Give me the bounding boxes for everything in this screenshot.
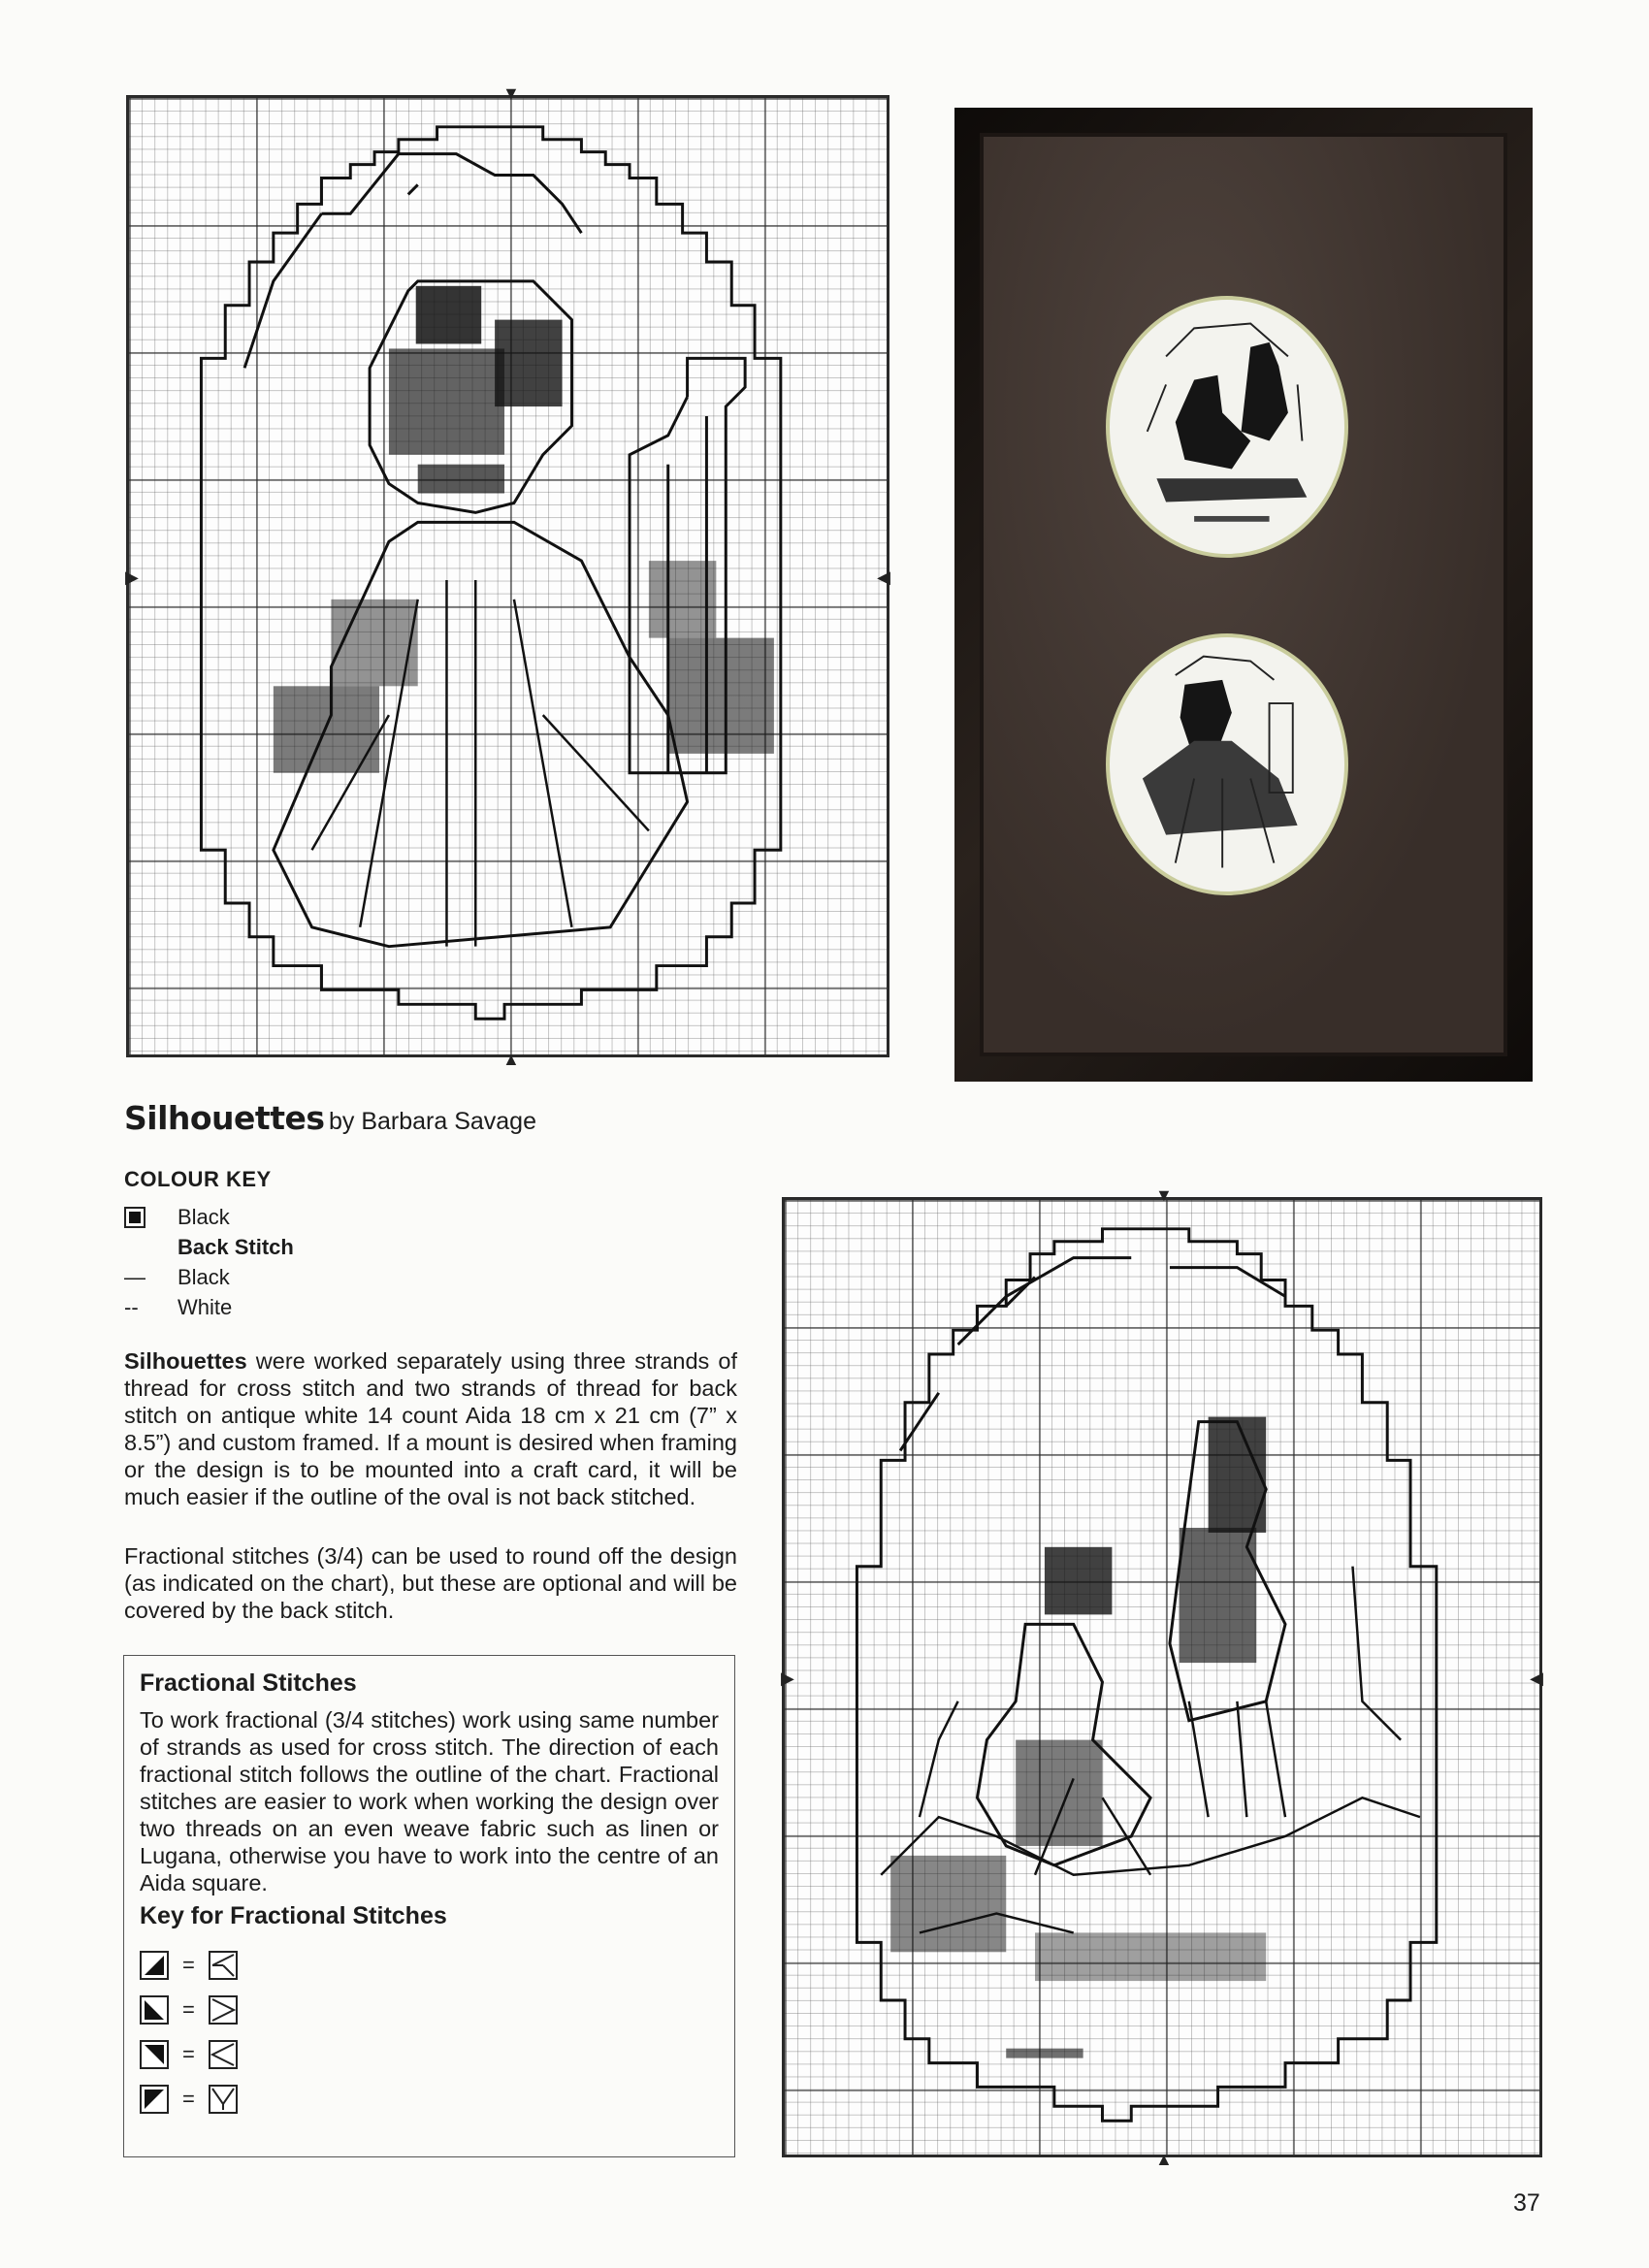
intro-paragraph bbox=[124, 1347, 737, 1510]
triangle-top-right-icon bbox=[140, 2040, 169, 2069]
intro-lead: Silhouettes bbox=[124, 1348, 247, 1374]
fractional-key-row bbox=[140, 1988, 719, 2032]
chart-lady-silhouette bbox=[125, 83, 890, 1069]
oval-couple-drawing bbox=[1110, 300, 1344, 554]
fractional-heading: Fractional Stitches bbox=[140, 1669, 357, 1697]
oval-lady-drawing bbox=[1110, 637, 1344, 891]
fractional-text: To work fractional (3/4 stitches) work using same number of strands as used for cross stitch. The direction of each fractional stitch follows the outline of the chart. Fractional stitches are easier to work when working the design over two threads on an even weave fabric such as linen or Lugana, otherwise you have to work into the centre of an Aida square. bbox=[140, 1707, 719, 1895]
byline: by Barbara Savage bbox=[328, 1108, 536, 1135]
triangle-top-left-icon bbox=[140, 2085, 169, 2114]
center-marker-top: ▼ bbox=[502, 83, 520, 103]
framed-photo bbox=[954, 108, 1533, 1082]
photo-mat bbox=[980, 133, 1507, 1056]
article-title bbox=[124, 1099, 536, 1137]
stitch-bottom-right-icon bbox=[209, 1995, 238, 2025]
stitch-top-left-icon bbox=[209, 2040, 238, 2069]
equals-sign: = bbox=[182, 2042, 195, 2066]
center-marker-right: ◀ bbox=[877, 567, 890, 587]
center-marker-left: ▶ bbox=[781, 1669, 794, 1688]
page-number: 37 bbox=[1513, 2189, 1540, 2217]
equals-sign: = bbox=[182, 1953, 195, 1977]
key-label: White bbox=[178, 1294, 233, 1319]
chart-couple-fill bbox=[890, 1417, 1266, 2058]
triangle-bottom-right-icon bbox=[140, 1951, 169, 1980]
fractional-key-heading: Key for Fractional Stitches bbox=[140, 1902, 447, 1929]
key-row-white-backstitch bbox=[124, 1292, 294, 1322]
fractional-note: Fractional stitches (3/4) can be used to round off the design (as indicated on the chart), but these are optional and will be covered by the back stitch. bbox=[124, 1543, 737, 1623]
key-label: Black bbox=[178, 1204, 230, 1229]
oval-couple-stitching bbox=[1106, 296, 1348, 558]
chart-couple-silhouette bbox=[781, 1185, 1543, 2169]
back-stitch-heading: Back Stitch bbox=[178, 1235, 294, 1259]
triangle-bottom-left-icon bbox=[140, 1995, 169, 2025]
solid-line-icon: — bbox=[124, 1264, 146, 1289]
key-label: Black bbox=[178, 1264, 230, 1289]
stitch-top-right-icon bbox=[209, 1951, 238, 1980]
fractional-key-row bbox=[140, 2077, 719, 2122]
oval-lady-gatepost bbox=[1106, 633, 1348, 895]
center-marker-left: ▶ bbox=[125, 567, 139, 587]
equals-sign: = bbox=[182, 1997, 195, 2022]
colour-key bbox=[124, 1167, 294, 1322]
fractional-stitches-box bbox=[123, 1655, 735, 2157]
intro-text: were worked separately using three strands of thread for cross stitch and two strands of thread for back stitch on antique white 14 count Aida 18 cm x 21 cm (7” x 8.5”) and custom framed. If a mount is desired when framing or the design is to be mounted into a craft card, it will be much easier if the outline of the oval is not back stitched. bbox=[124, 1348, 737, 1509]
key-row-black-backstitch bbox=[124, 1262, 294, 1292]
center-marker-bottom: ▲ bbox=[502, 1050, 520, 1069]
key-row-black-cross bbox=[124, 1202, 294, 1232]
dashed-line-icon: -- bbox=[124, 1294, 139, 1319]
center-marker-top: ▼ bbox=[1155, 1185, 1173, 1205]
center-marker-bottom: ▲ bbox=[1155, 2150, 1173, 2169]
colour-key-heading: COLOUR KEY bbox=[124, 1167, 272, 1191]
filled-square-icon bbox=[124, 1207, 146, 1228]
chart-lady-drawing bbox=[129, 98, 887, 1054]
stitch-bottom-left-icon bbox=[209, 2085, 238, 2114]
chart-couple-drawing bbox=[785, 1200, 1539, 2155]
fractional-key-row bbox=[140, 2032, 719, 2077]
center-marker-right: ◀ bbox=[1530, 1669, 1543, 1688]
fractional-key-row bbox=[140, 1943, 719, 1988]
equals-sign: = bbox=[182, 2087, 195, 2111]
title-text: Silhouettes bbox=[124, 1099, 325, 1137]
